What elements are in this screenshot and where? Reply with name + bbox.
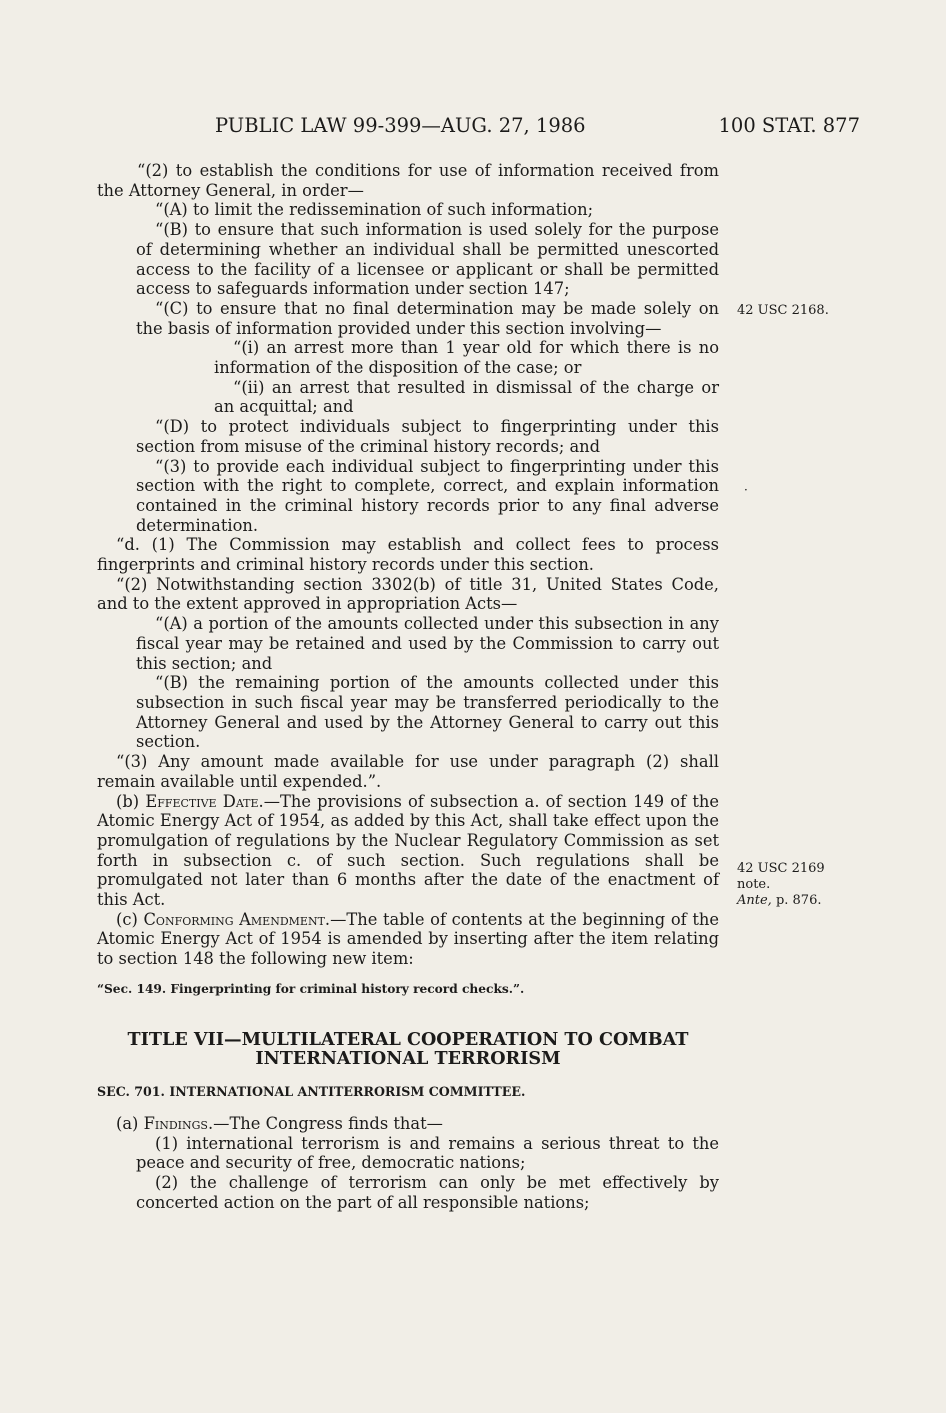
paragraph-effective-date [97,792,719,910]
subsection-heading: Conforming Amendment [143,909,325,929]
margin-note-text: note. [737,877,771,892]
margin-note-suffix: p. 876. [771,893,822,908]
subsection-text: .—The provisions of subsection a. of section 149 of the Atomic Energy Act of 1954, as added by this Act, shall take effect upon the promulgation of regulations by the Nuclear Regulatory Commission as set forth in subsection c. of such section. Such regulations shall be promulgated not later than 6 months after the date of the enactment of this Act. [97,791,719,910]
paragraph: “(B) the remaining portion of the amounts collected under this subsection in such fiscal year may be transferred periodically to the Attorney General and used by the Attorney General to carry out this section. [136,673,719,752]
header-statute-page: 100 STAT. 877 [718,114,860,137]
margin-note-text: 42 USC 2169 [737,861,825,876]
table-of-contents-item: “Sec. 149. Fingerprinting for criminal history record checks.”. [97,981,525,996]
page-header [215,114,860,144]
title-line: INTERNATIONAL TERRORISM [255,1047,561,1069]
paragraph: “(D) to protect individuals subject to fingerprinting under this section from misuse of the criminal history records; and [136,417,719,456]
margin-note-text: 42 USC 2168. [737,303,829,318]
margin-note [737,303,829,319]
paragraph: (2) the challenge of terrorism can only be met effectively by concerted action on the part of all responsible nations; [136,1172,719,1212]
subsection-label: (b) [116,791,146,811]
stray-mark: · [744,483,748,497]
paragraph: “d. (1) The Commission may establish and collect fees to process fingerprints and criminal history records under this section. [97,535,719,575]
paragraph: “(A) to limit the redissemination of such information; [155,200,594,220]
margin-note-text [737,893,825,909]
paragraph: “(2) Notwithstanding section 3302(b) of title 31, United States Code, and to the extent approved in appropriation Acts— [97,574,719,614]
paragraph: “(C) to ensure that no final determination may be made solely on the basis of information provided under this section involving— [136,298,719,338]
section-heading: SEC. 701. INTERNATIONAL ANTITERRORISM COMMITTEE. [97,1083,526,1099]
subsection-label: (c) [116,909,144,929]
subsection-heading: Effective Date [145,791,259,811]
subsection-label: (a) [116,1113,144,1133]
margin-note-italic: Ante, [737,893,772,908]
paragraph: “(B) to ensure that such information is used solely for the purpose of determining whether an individual shall be permitted unescorted access to the facility of a licensee or applicant or shall be permitted access to safeguards information under section 147; [136,220,719,299]
paragraph: “(ii) an arrest that resulted in dismissal of the charge or an acquittal; and [214,377,719,417]
paragraph: (1) international terrorism is and remains a serious threat to the peace and security of free, democratic nations; [136,1133,719,1173]
subsection-text: .—The table of contents at the beginning of the Atomic Energy Act of 1954 is amended by inserting after the item relating to section 148 the following new item: [97,909,719,969]
subsection-text: .—The Congress finds that— [207,1113,443,1133]
paragraph: “(3) to provide each individual subject to fingerprinting under this section with the right to complete, correct, and explain information contained in the criminal history records prior to any final adverse determination. [136,456,719,535]
title-line: TITLE VII—MULTILATERAL COOPERATION TO COMBAT [127,1028,689,1050]
paragraph-findings [97,1114,719,1134]
paragraph: “(A) a portion of the amounts collected under this subsection in any fiscal year may be retained and used by the Commission to carry out this section; and [136,614,719,673]
header-law-citation: PUBLIC LAW 99-399—AUG. 27, 1986 [215,114,586,137]
title-heading [97,1030,719,1068]
subsection-heading: Findings [143,1113,208,1133]
paragraph: “(i) an arrest more than 1 year old for which there is no information of the disposition of the case; or [214,338,719,378]
margin-note [737,861,825,909]
paragraph: “(2) to establish the conditions for use of information received from the Attorney General, in order— [97,161,719,200]
paragraph: “(3) Any amount made available for use under paragraph (2) shall remain available until expended.”. [97,752,719,791]
paragraph-conforming-amendment [97,910,719,969]
body-text [97,161,719,1212]
